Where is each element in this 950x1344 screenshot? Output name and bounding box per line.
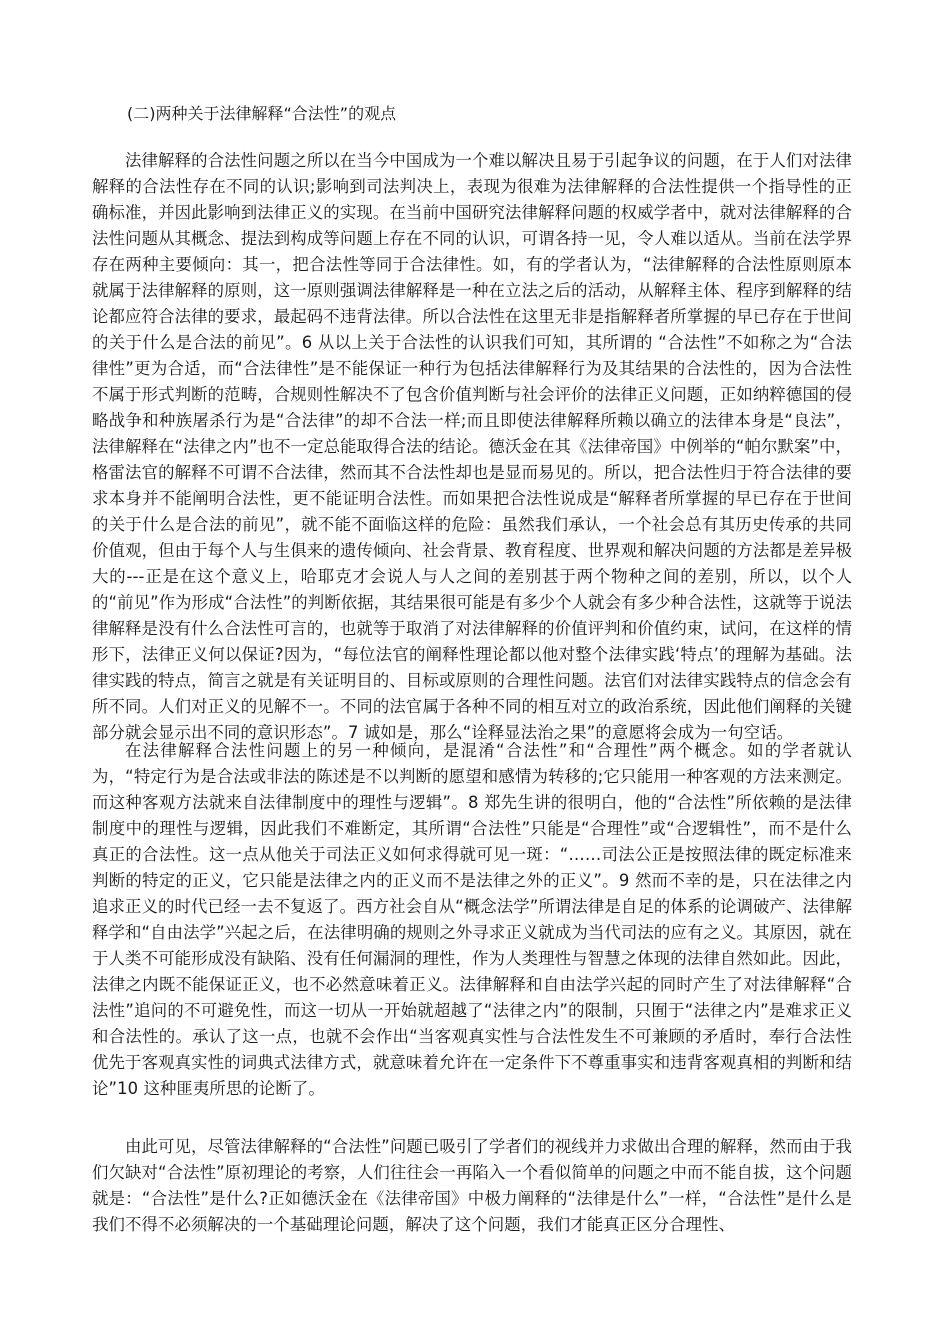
paragraph-2: 在法律解释合法性问题上的另一种倾向，是混淆“合法性”和“合理性”两个概念。如的学者就认为，“特定行为是合法或非法的陈述是不以判断的愿望和感情为转移的;它只能用一种客观的方法来测定。而这种客观方法就来自法律制度中的理性与逻辑”。8 郑先生讲的很明白，他的“合法性”所依赖的是法律制度中的理性与逻辑，因此我们不难断定，其所谓“合法性”只能是“合理性”或“合逻辑性”，而不是什么真正的合法性。这一点从他关于司法正义如何求得就可见一斑：“……司法公正是按照法律的既定标准来判断的特定的正义，它只能是法律之内的正义而不是法律之外的正义”。9 然而不幸的是，只在法律之内追求正义的时代已经一去不复返了。西方社会自从“概念法学”所谓法律是自足的体系的论调破产、法律解释学和“自由法学”兴起之后，在法律明确的规则之外寻求正义就成为当代司法的应有之义。其原因，就在于人类不可能形成没有缺陷、没有任何漏洞的理性，作为人类理性与智慧之体现的法律自然如此。因此，法律之内既不能保证正义，也不必然意味着正义。法律解释和自由法学兴起的同时产生了对法律解释“合法性”追问的不可避免性，而这一切从一开始就超越了“法律之内”的限制，只囿于“法律之内”是难求正义和合法性的。承认了这一点，也就不会作出“当客观真实性与合法性发生不可兼顾的矛盾时，奉行合法性优先于客观真实性的词典式法律方式，就意味着允许在一定条件下不尊重事实和违背客观真相的判断和结论”10 这种匪夷所思的论断了。 xyxy=(92,741,852,1098)
section-heading: (二)两种关于法律解释“合法性”的观点 xyxy=(127,104,397,123)
paragraph-3: 由此可见，尽管法律解释的“合法性”问题已吸引了学者们的视线并力求做出合理的解释，然而由于我们欠缺对“合法性”原初理论的考察，人们往往会一再陷入一个看似简单的问题之中而不能自拔，这个问题就是：“合法性”是什么?正如德沃金在《法律帝国》中极力阐释的“法律是什么”一样，“合法性”是什么是我们不得不必须解决的一个基础理论问题，解决了这个问题，我们才能真正区分合理性、 xyxy=(92,1137,852,1234)
paragraph-1: 法律解释的合法性问题之所以在当今中国成为一个难以解决且易于引起争议的问题，在于人们对法律解释的合法性存在不同的认识;影响到司法判决上，表现为很难为法律解释的合法性提供一个指导性的正确标准，并因此影响到法律正义的实现。在当前中国研究法律解释问题的权威学者中，就对法律解释的合法性问题从其概念、提法到构成等问题上存在不同的认识，可谓各持一见，令人难以适从。当前在法学界存在两种主要倾向：其一，把合法性等同于合法律性。如，有的学者认为，“法律解释的合法性原则原本就属于法律解释的原则，这一原则强调法律解释是一种在立法之后的活动，从解释主体、程序到解释的结论都应符合法律的要求，最起码不违背法律。所以合法性在这里无非是指解释者所掌握的早已存在于世间的关于什么是合法的前见”。6 从以上关于合法性的认识我们可知，其所谓的 “合法性”不如称之为“合法律性”更为合适，而“合法律性”是不能保证一种行为包括法律解释行为及其结果的合法性的，因为合法性不属于形式判断的范畴，合规则性解决不了包含价值判断与社会评价的法律正义问题，正如纳粹德国的侵略战争和种族屠杀行为是“合法律”的却不合法一样;而且即使法律解释所赖以确立的法律本身是“良法”，法律解释在“法律之内”也不一定总能取得合法的结论。德沃金在其《法律帝国》中例举的“帕尔默案”中，格雷法官的解释不可谓不合法律，然而其不合法性却也是显而易见的。所以，把合法性归于符合法律的要求本身并不能阐明合法性，更不能证明合法性。而如果把合法性说成是“解释者所掌握的早已存在于世间的关于什么是合法的前见”，就不能不面临这样的危险：虽然我们承认，一个社会总有其历史传承的共同价值观，但由于每个人与生俱来的遗传倾向、社会背景、教育程度、世界观和解决问题的方法都是差异极大的---正是在这个意义上，哈耶克才会说人与人之间的差别甚于两个物种之间的差别，所以，以个人的“前见”作为形成“合法性”的判断依据，其结果很可能是有多少个人就会有多少种合法性，这就等于说法律解释是没有什么合法性可言的，也就等于取消了对法律解释的价值评判和价值约束，试问，在这样的情形下，法律正义何以保证?因为，“每位法官的阐释性理论都以他对整个法律实践‘特点’的理解为基础。法律实践的特点，简言之就是有关证明目的、目标或原则的合理性问题。法官们对法律实践特点的信念会有所不同。人们对正义的见解不一。不同的法官属于各种不同的相互对立的政治系统，因此他们阐释的关键部分就会显示出不同的意识形态”。7 诚如是，那么“诠释显法治之果”的意愿将会成为一句空话。 xyxy=(92,151,852,742)
